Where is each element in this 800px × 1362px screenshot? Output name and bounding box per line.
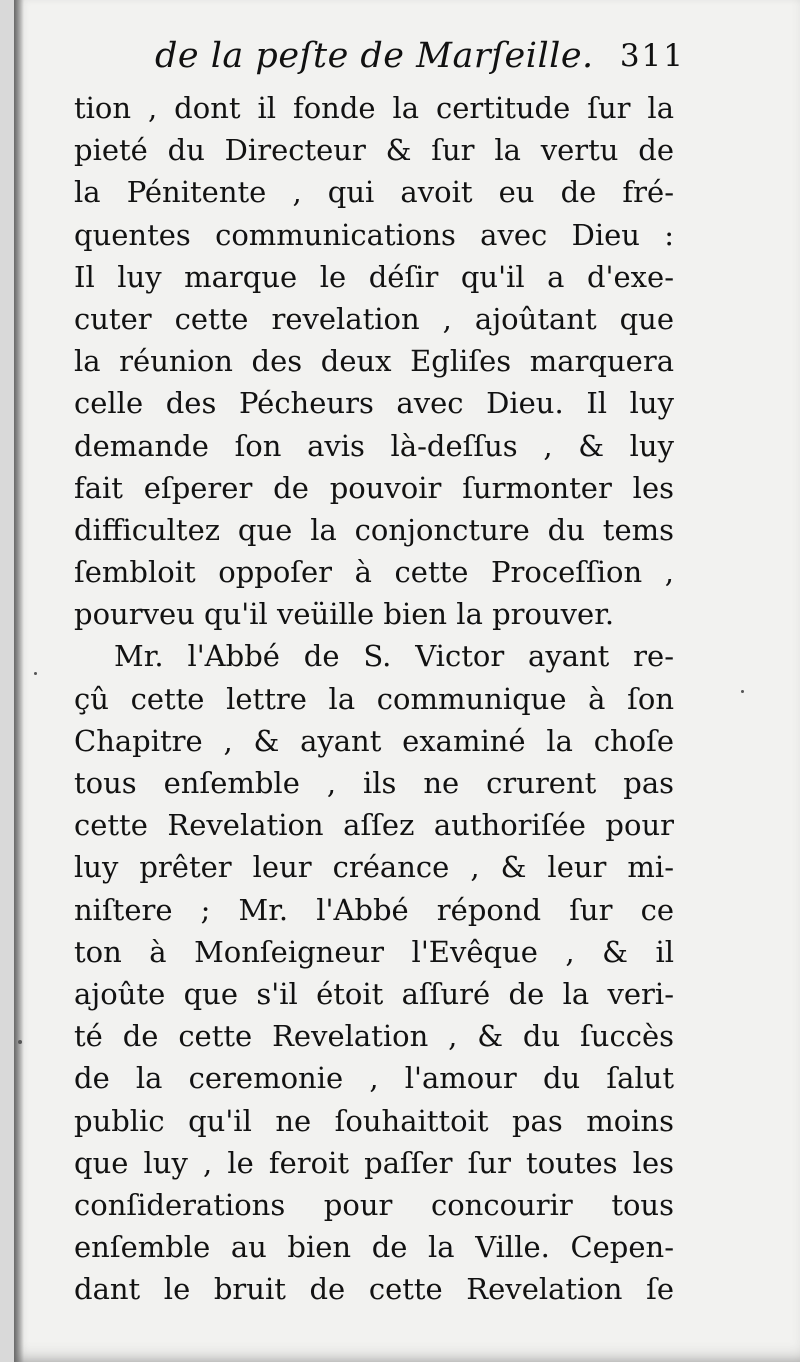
body-text: [74, 87, 674, 1310]
paper-speck: [741, 690, 744, 693]
text-line: ton à Monſeigneur l'Evêque , & il: [74, 934, 674, 969]
text-line: celle des Pécheurs avec Dieu. Il luy: [74, 386, 674, 421]
text-line: dant le bruit de cette Revelation ſe: [74, 1272, 674, 1307]
text-line: de la ceremonie , l'amour du ſalut: [74, 1061, 674, 1096]
paragraph-start-line: Mr. l'Abbé de S. Victor ayant re-: [114, 639, 674, 674]
text-line: cette Revelation aſſez authoriſée pour: [74, 808, 674, 843]
paper-speck: [18, 1040, 22, 1044]
text-line: demande ſon avis là-deſſus , & luy: [74, 428, 674, 463]
text-line: pieté du Directeur & ſur la vertu de: [74, 133, 674, 168]
text-line: public qu'il ne ſouhaittoit pas moins: [74, 1103, 674, 1138]
text-line: ajoûte que s'il étoit aſſuré de la veri-: [74, 976, 674, 1011]
text-line: luy prêter leur créance , & leur mi-: [74, 850, 674, 885]
text-line: conſiderations pour concourir tous: [74, 1187, 674, 1222]
text-line: cuter cette revelation , ajoûtant que: [74, 301, 674, 336]
text-line: difficultez que la conjoncture du tems: [74, 512, 674, 547]
text-line: niſtere ; Mr. l'Abbé répond ſur ce: [74, 892, 674, 927]
running-title: de la peſte de Marſeille.: [155, 36, 594, 76]
text-line: té de cette Revelation , & du ſuccès: [74, 1019, 674, 1054]
page-number: 311: [619, 38, 685, 74]
text-line: que luy , le feroit paſſer ſur toutes les: [74, 1145, 674, 1180]
text-line: Chapitre , & ayant examiné la choſe: [74, 723, 674, 758]
text-line: quentes communications avec Dieu :: [74, 217, 674, 252]
paper-speck: [34, 672, 37, 675]
text-line: Il luy marque le déſir qu'il a d'exe-: [74, 259, 674, 294]
page-header: [155, 36, 685, 86]
text-line: enſemble au bien de la Ville. Cepen-: [74, 1230, 674, 1265]
text-line: tous enſemble , ils ne crurent pas: [74, 766, 674, 800]
text-line: ſembloit oppoſer à cette Proceſſion ,: [74, 555, 674, 590]
text-line: la Pénitente , qui avoit eu de fré-: [74, 175, 674, 210]
text-line: fait eſperer de pouvoir ſurmonter les: [74, 470, 674, 505]
paragraph-end-line: pourveu qu'il veüille bien la prouver.: [74, 597, 615, 632]
text-line: çû cette lettre la communique à ſon: [74, 681, 674, 716]
book-page: [14, 0, 800, 1362]
text-line: tion , dont il fonde la certitude ſur la: [74, 91, 674, 125]
text-line: la réunion des deux Egliſes marquera: [74, 344, 674, 379]
